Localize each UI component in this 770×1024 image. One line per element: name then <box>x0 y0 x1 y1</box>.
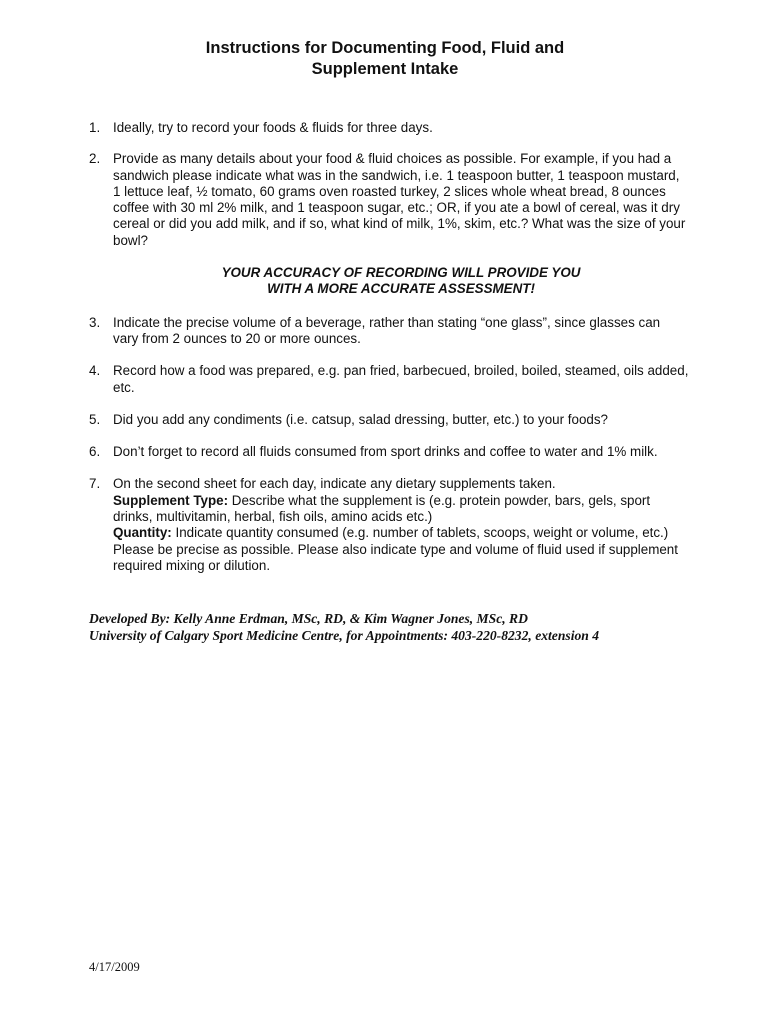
title-line-2: Supplement Intake <box>311 60 459 78</box>
item-text: Indicate the precise volume of a beverage, rather than stating “one glass”, since glasses can vary from 2 ounces to 20 or more ounces. <box>113 314 661 346</box>
item-text: Provide as many details about your food & fluid choices as possible. For example, if you had a sandwich please indicate what was in the sandwich, i.e. 1 teaspoon butter, 1 teaspoon mustard, 1 lettuce leaf, ½ tomato, 60 grams oven roasted turkey, 2 slices whole wheat bread, 8 ounces coffee with 30 ml 2% milk, and 1 teaspoon sugar, etc.; OR, if you ate a bowl of cereal, was it dry cereal or did you add milk, and if so, what kind of milk, 1%, skim, etc.? What was the size of your bowl? <box>113 151 686 248</box>
item-text: Don’t forget to record all fluids consumed from sport drinks and coffee to water and 1% milk. <box>113 444 658 460</box>
emphasis-line-2: WITH A MORE ACCURATE ASSESSMENT! <box>267 281 535 297</box>
list-item-1 <box>89 120 689 136</box>
supplement-type-text: Describe what the supplement is (e.g. protein powder, bars, gels, sport drinks, multivitamin, herbal, fish oils, amino acids etc.) <box>113 492 651 525</box>
list-item-6 <box>89 444 689 460</box>
item-number: 1. <box>89 120 101 135</box>
title-line-1: Instructions for Documenting Food, Fluid and <box>205 39 565 57</box>
emphasis-line-1: YOUR ACCURACY OF RECORDING WILL PROVIDE YOU <box>221 265 581 281</box>
quantity-label: Quantity: <box>113 525 172 541</box>
list-item-2 <box>89 151 689 249</box>
supplement-type-paragraph <box>113 493 689 526</box>
item-text: Record how a food was prepared, e.g. pan fried, barbecued, broiled, boiled, steamed, oils added, etc. <box>113 363 689 395</box>
item-text: Did you add any condiments (i.e. catsup, salad dressing, butter, etc.) to your foods? <box>113 411 608 427</box>
quantity-paragraph <box>113 525 689 574</box>
item-number: 6. <box>89 444 101 460</box>
item-number: 2. <box>89 151 101 167</box>
item-number: 7. <box>89 476 101 492</box>
footer-date: 4/17/2009 <box>89 960 140 974</box>
list-item-7 <box>89 476 689 574</box>
developed-by-line: Developed By: Kelly Anne Erdman, MSc, RD, & Kim Wagner Jones, MSc, RD <box>89 611 528 626</box>
item-number: 5. <box>89 411 101 427</box>
credits-block <box>89 610 729 644</box>
list-item-4 <box>89 363 689 396</box>
item-text: On the second sheet for each day, indicate any dietary supplements taken. <box>113 476 556 492</box>
item-number: 4. <box>89 363 101 379</box>
page-title <box>0 38 770 80</box>
list-item-3 <box>89 315 689 348</box>
instruction-list <box>89 120 689 574</box>
university-line: University of Calgary Sport Medicine Centre, for Appointments: 403-220-8232, extension 4 <box>89 628 600 643</box>
quantity-text: Indicate quantity consumed (e.g. number of tablets, scoops, weight or volume, etc.) Please be precise as possible. Please also indicate type and volume of fluid used if supplement required mixing or dilution. <box>113 525 678 573</box>
item-text: Ideally, try to record your foods & fluids for three days. <box>113 120 433 135</box>
supplement-type-label: Supplement Type: <box>113 492 229 508</box>
item-number: 3. <box>89 314 101 330</box>
accuracy-emphasis <box>113 265 689 298</box>
list-item-5 <box>89 412 689 428</box>
